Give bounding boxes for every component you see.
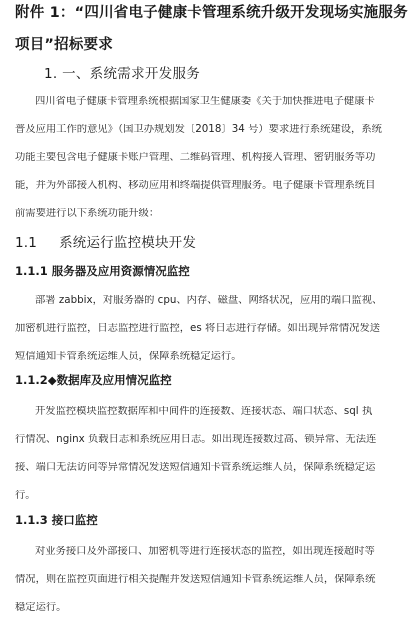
- paragraph-line: 普及应用工作的意见》（国卫办规划发〔2018〕34 号）要求进行系统建设，系统: [15, 124, 382, 134]
- section-1-1-2-paragraph: [15, 406, 399, 500]
- paragraph-line: 行。: [15, 490, 36, 500]
- section-1-1-3-paragraph: [15, 546, 399, 612]
- paragraph-line: 情况，则在监控页面进行相关提醒并发送短信通知卡管系统运维人员，保障系统: [15, 574, 376, 584]
- paragraph-line: 能，并为外部接入机构、移动应用和终端提供管理服务。电子健康卡管理系统目: [15, 180, 376, 190]
- document-title: [15, 3, 408, 55]
- paragraph-line: 前需要进行以下系统功能升级：: [15, 208, 160, 218]
- section-heading-1-1-1: 1.1.1 服务器及应用资源情况监控: [15, 264, 190, 278]
- paragraph-line: 四川省电子健康卡管理系统根据国家卫生健康委《关于加快推进电子健康卡: [35, 96, 375, 106]
- section-heading-1-1: [15, 234, 196, 252]
- paragraph-line: 短信通知卡管系统运维人员，保障系统稳定运行。: [15, 351, 242, 361]
- paragraph-line: 加密机进行监控，日志监控进行监控，es 将日志进行存储。如出现异常情况发送: [15, 323, 381, 333]
- document-title-line-1: 附件 1：“四川省电子健康卡管理系统升级开发现场实施服务: [15, 5, 408, 21]
- paragraph-line: 开发监控模块监控数据库和中间件的连接数、连接状态、端口状态、sql 执: [35, 406, 373, 416]
- paragraph-line: 接、端口无法访问等异常情况发送短信通知卡管系统运维人员，保障系统稳定运: [15, 462, 376, 472]
- section-heading-1: 1. 一、系统需求开发服务: [44, 66, 201, 82]
- paragraph-line: 对业务接口及外部接口、加密机等进行连接状态的监控，如出现连接超时等: [35, 546, 375, 556]
- paragraph-line: 部署 zabbix，对服务器的 cpu、内存、磁盘、网络状况，应用的端口监视、: [35, 295, 383, 305]
- section-heading-text: 系统运行监控模块开发: [59, 235, 197, 251]
- paragraph-line: 功能主要包含电子健康卡账户管理、二维码管理、机构接入管理、密钥服务等功: [15, 152, 376, 162]
- section-1-1-1-paragraph: [15, 295, 399, 361]
- paragraph-line: 稳定运行。: [15, 602, 67, 612]
- paragraph-line: 行情况、nginx 负载日志和系统应用日志。如出现连接数过高、锁异常、无法连: [15, 434, 377, 444]
- section-heading-1-1-3: 1.1.3 接口监控: [15, 513, 98, 527]
- section-number: 1.1: [15, 235, 38, 251]
- section-1-paragraph: [15, 96, 399, 218]
- document-title-line-2: 项目”招标要求: [15, 37, 113, 53]
- section-heading-1-1-2: 1.1.2◆数据库及应用情况监控: [15, 373, 172, 387]
